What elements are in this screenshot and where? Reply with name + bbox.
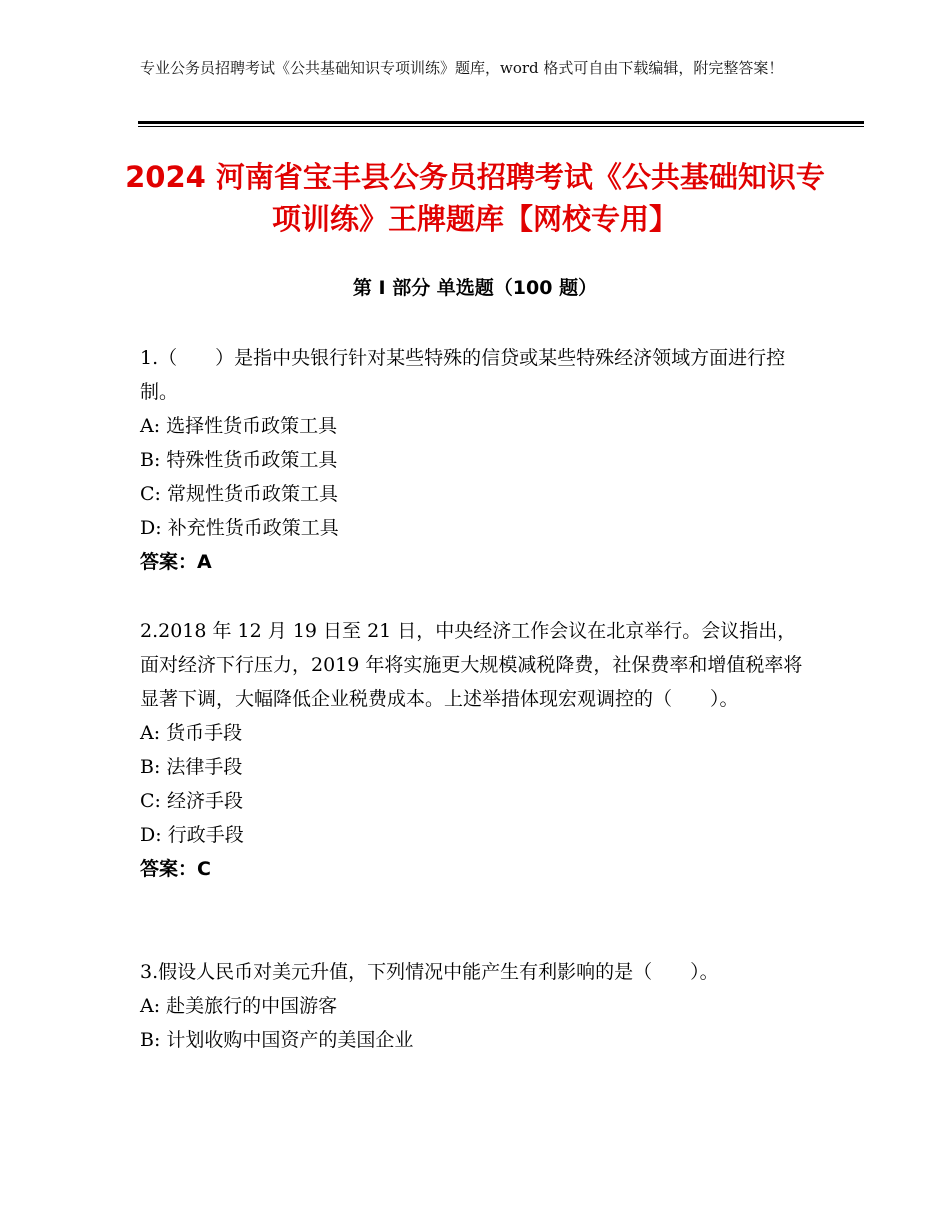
option-letter: D: bbox=[140, 824, 162, 846]
option-b bbox=[140, 1023, 810, 1057]
option-text: 经济手段 bbox=[167, 790, 244, 812]
question-1 bbox=[140, 341, 810, 579]
option-letter: B: bbox=[140, 449, 161, 471]
question-3 bbox=[140, 955, 810, 1057]
option-text: 特殊性货币政策工具 bbox=[166, 449, 338, 471]
option-d bbox=[140, 818, 810, 852]
option-letter: A: bbox=[140, 995, 161, 1017]
option-text: 行政手段 bbox=[167, 824, 244, 846]
option-text: 赴美旅行的中国游客 bbox=[166, 995, 338, 1017]
option-b bbox=[140, 443, 810, 477]
option-text: 计划收购中国资产的美国企业 bbox=[166, 1029, 414, 1051]
answer-line: 答案：C bbox=[140, 858, 211, 880]
option-text: 补充性货币政策工具 bbox=[167, 517, 339, 539]
option-a bbox=[140, 716, 810, 750]
answer-line: 答案：A bbox=[140, 551, 212, 573]
option-letter: A: bbox=[140, 722, 161, 744]
option-d bbox=[140, 511, 810, 545]
option-letter: B: bbox=[140, 1029, 161, 1051]
question-2 bbox=[140, 614, 810, 886]
option-letter: A: bbox=[140, 415, 161, 437]
header-note: 专业公务员招聘考试《公共基础知识专项训练》题库，word 格式可自由下载编辑，附完整答案！ bbox=[140, 59, 784, 77]
header-rule-thick bbox=[138, 121, 864, 124]
question-stem: 2.2018 年 12 月 19 日至 21 日，中央经济工作会议在北京举行。会议指出，面对经济下行压力，2019 年将实施更大规模减税降费，社保费率和增值税率将显著下调，大幅降低企业税费成本。上述举措体现宏观调控的（ ）。 bbox=[140, 620, 803, 710]
header-rule-thin bbox=[138, 126, 864, 127]
option-a bbox=[140, 989, 810, 1023]
option-letter: B: bbox=[140, 756, 161, 778]
option-a bbox=[140, 409, 810, 443]
option-c bbox=[140, 477, 810, 511]
option-text: 选择性货币政策工具 bbox=[166, 415, 338, 437]
question-stem: 3.假设人民币对美元升值，下列情况中能产生有利影响的是（ ）。 bbox=[140, 961, 719, 983]
option-letter: C: bbox=[140, 790, 161, 812]
option-text: 法律手段 bbox=[166, 756, 243, 778]
document-title: 2024 河南省宝丰县公务员招聘考试《公共基础知识专项训练》王牌题库【网校专用】 bbox=[125, 160, 825, 236]
option-letter: C: bbox=[140, 483, 161, 505]
option-text: 常规性货币政策工具 bbox=[167, 483, 339, 505]
option-c bbox=[140, 784, 810, 818]
option-b bbox=[140, 750, 810, 784]
option-letter: D: bbox=[140, 517, 162, 539]
option-text: 货币手段 bbox=[166, 722, 243, 744]
question-stem: 1.（ ）是指中央银行针对某些特殊的信贷或某些特殊经济领域方面进行控制。 bbox=[140, 347, 786, 403]
section-heading: 第 I 部分 单选题（100 题） bbox=[352, 277, 598, 299]
